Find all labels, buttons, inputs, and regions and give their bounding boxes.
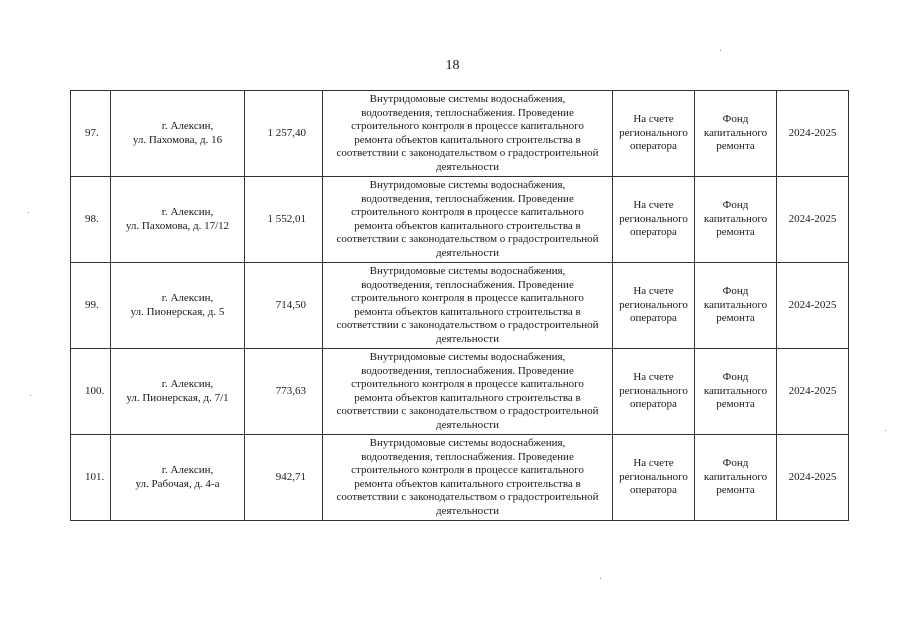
funding-source-cell [695,263,777,349]
account-cell [613,349,695,435]
account-line: оператора [630,484,677,497]
row-number-cell: 100. [71,349,111,435]
table-row [71,91,849,177]
work-line: водоотведения, теплоснабжения. Проведение [361,278,574,291]
address-cell [111,177,245,263]
work-type-cell [323,177,613,263]
account-cell [613,435,695,521]
account-cell [613,91,695,177]
source-line: ремонта [716,398,755,411]
scan-speck [885,430,886,431]
address-cell [111,263,245,349]
table-row [71,349,849,435]
work-type-cell [323,263,613,349]
account-line: На счете [633,113,674,126]
period-cell: 2024-2025 [777,435,849,521]
address-street: ул. Пионерская, д. 5 [130,305,225,318]
funding-source-cell [695,435,777,521]
work-line: строительного контроля в процессе капитального [351,292,584,304]
source-line: капитального [703,470,768,483]
row-number-cell: 98. [71,177,111,263]
address-cell [111,349,245,435]
period-cell: 2024-2025 [777,263,849,349]
period-cell: 2024-2025 [777,91,849,177]
account-line: регионального [619,384,688,397]
address-cell [111,435,245,521]
work-line: водоотведения, теплоснабжения. Проведение [361,192,574,205]
account-line: регионального [619,126,688,139]
funding-source-cell [695,349,777,435]
address-street: ул. Пахомова, д. 17/12 [125,219,230,232]
source-line: Фонд [722,371,749,384]
row-number-cell: 99. [71,263,111,349]
source-line: капитального [703,126,768,139]
work-line: ремонта объектов капитального строительства в [354,219,581,232]
source-line: капитального [703,298,768,311]
account-line: На счете [633,199,674,212]
source-line: Фонд [722,199,749,212]
source-line: Фонд [722,457,749,470]
source-line: ремонта [716,484,755,497]
address-city: г. Алексин, [161,464,214,476]
account-cell [613,177,695,263]
area-cell: 773,63 [245,349,323,435]
work-line: деятельности [436,504,499,517]
work-line: деятельности [436,246,499,259]
work-line: ремонта объектов капитального строительства в [354,477,581,490]
area-cell: 1 552,01 [245,177,323,263]
table-row [71,177,849,263]
address-cell [111,91,245,177]
repair-schedule-table [70,90,849,521]
work-line: соответствии с законодательством о градостроительной [336,491,599,503]
source-line: капитального [703,384,768,397]
address-street: ул. Пионерская, д. 7/1 [126,391,229,404]
work-line: соответствии с законодательством о градостроительной [336,147,599,159]
account-line: регионального [619,298,688,311]
scan-speck [28,212,29,213]
account-line: регионального [619,470,688,483]
work-line: соответствии с законодательством о градостроительной [336,319,599,331]
work-type-cell [323,91,613,177]
account-line: регионального [619,212,688,225]
account-line: На счете [633,285,674,298]
table-row [71,435,849,521]
source-line: ремонта [716,226,755,239]
work-line: строительного контроля в процессе капитального [351,464,584,476]
account-line: оператора [630,226,677,239]
scan-speck [720,50,721,51]
work-type-cell [323,435,613,521]
source-line: ремонта [716,312,755,325]
address-city: г. Алексин, [161,120,214,132]
work-line: ремонта объектов капитального строительства в [354,391,581,404]
account-line: оператора [630,398,677,411]
area-cell: 714,50 [245,263,323,349]
work-line: строительного контроля в процессе капитального [351,120,584,132]
period-cell: 2024-2025 [777,177,849,263]
table-row [71,263,849,349]
work-line: строительного контроля в процессе капитального [351,206,584,218]
work-line: Внутридомовые системы водоснабжения, [369,93,566,105]
account-line: На счете [633,371,674,384]
account-line: оператора [630,140,677,153]
funding-source-cell [695,177,777,263]
work-line: соответствии с законодательством о градостроительной [336,233,599,245]
work-line: Внутридомовые системы водоснабжения, [369,351,566,363]
row-number-cell: 101. [71,435,111,521]
work-line: ремонта объектов капитального строительства в [354,133,581,146]
address-street: ул. Пахомова, д. 16 [132,133,223,146]
work-line: строительного контроля в процессе капитального [351,378,584,390]
work-type-cell [323,349,613,435]
scan-speck [30,395,31,396]
account-cell [613,263,695,349]
area-cell: 1 257,40 [245,91,323,177]
address-city: г. Алексин, [161,378,214,390]
work-line: водоотведения, теплоснабжения. Проведение [361,450,574,463]
address-city: г. Алексин, [161,206,214,218]
account-line: На счете [633,457,674,470]
page-number: 18 [445,58,460,73]
source-line: капитального [703,212,768,225]
funding-source-cell [695,91,777,177]
row-number-cell: 97. [71,91,111,177]
work-line: Внутридомовые системы водоснабжения, [369,179,566,191]
area-cell: 942,71 [245,435,323,521]
work-line: деятельности [436,418,499,431]
account-line: оператора [630,312,677,325]
work-line: соответствии с законодательством о градостроительной [336,405,599,417]
work-line: деятельности [436,332,499,345]
source-line: ремонта [716,140,755,153]
work-line: Внутридомовые системы водоснабжения, [369,437,566,449]
work-line: Внутридомовые системы водоснабжения, [369,265,566,277]
period-cell: 2024-2025 [777,349,849,435]
source-line: Фонд [722,113,749,126]
work-line: ремонта объектов капитального строительства в [354,305,581,318]
work-line: водоотведения, теплоснабжения. Проведение [361,106,574,119]
source-line: Фонд [722,285,749,298]
scan-speck [600,578,601,579]
work-line: деятельности [436,160,499,173]
work-line: водоотведения, теплоснабжения. Проведение [361,364,574,377]
address-street: ул. Рабочая, д. 4-а [135,477,220,490]
address-city: г. Алексин, [161,292,214,304]
